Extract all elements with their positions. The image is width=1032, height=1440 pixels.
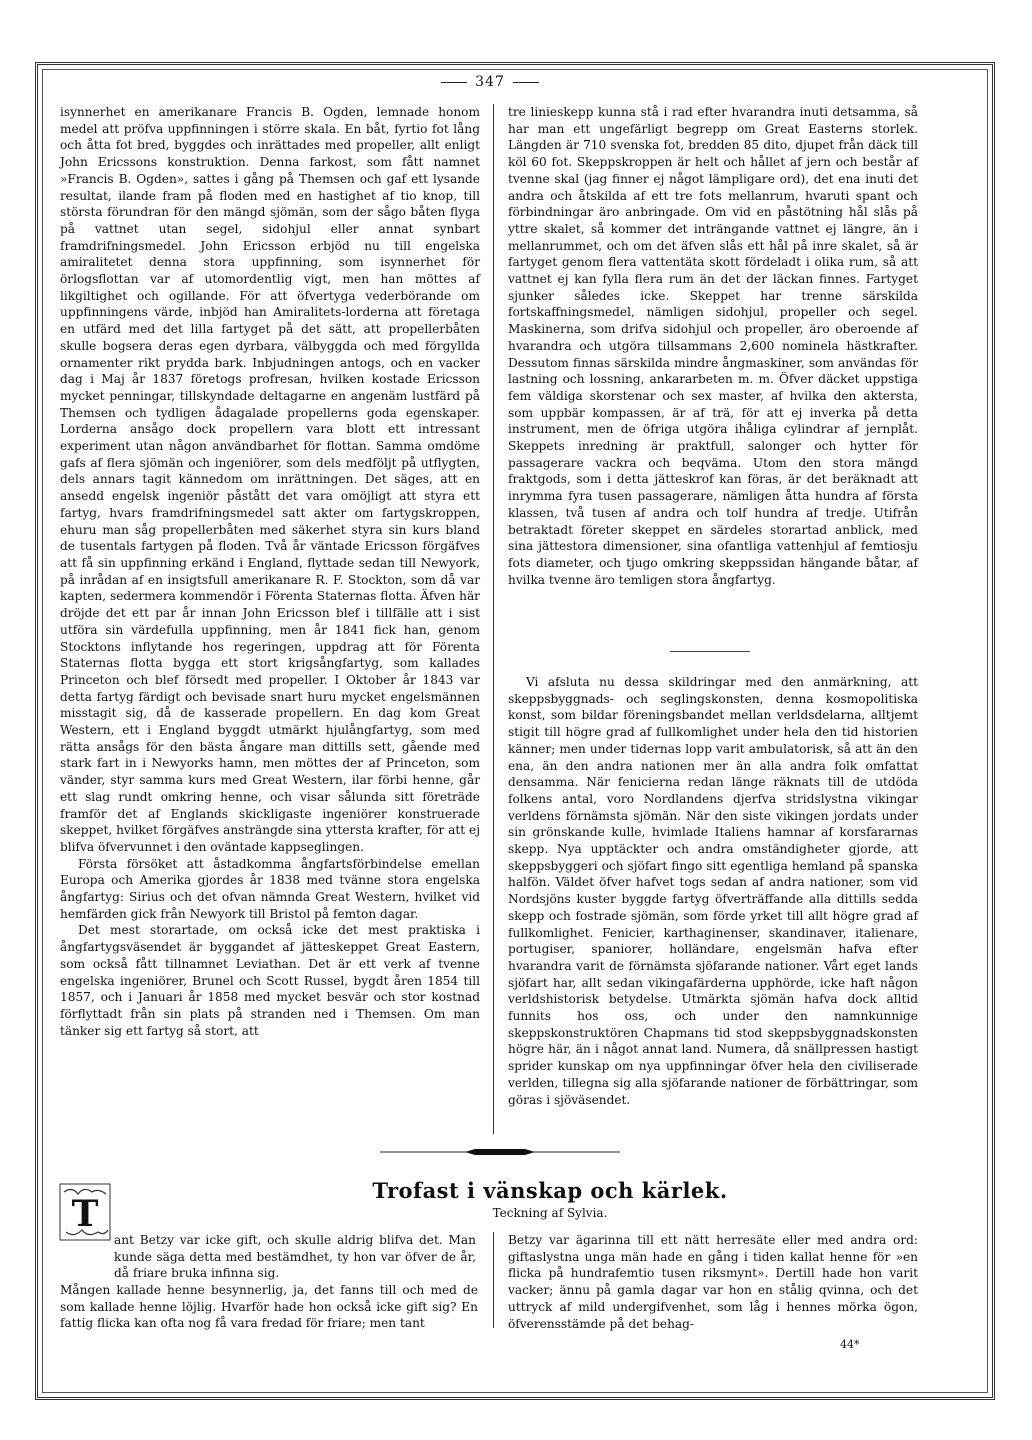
right-column-text: tre linieskepp kunna stå i rad efter hvarandra inuti detsamma, så har man ett ungefärligt begrepp om Great Easterns storlek. Längden är 710 svenska fot, bredden 85 dito, djupet från däck till köl 60 fot. Skeppskroppen är helt och hållet af jern och består af tvenne skal (jag finner ej något lämpligare ord), det ena inuti det andra och åtskilda af ett tre fots mellanrum, hvaruti spant och förbindningar äro anbringade. Om vid en påstötning hål slås på yttre skalet, så kommer det inträngande vattnet ej längre, än i mellanrummet, och om det äfven slås ett hål på inre skalet, så är fartyget genom flera vattentäta skott fördeladt i olika rum, så att vattnet ej kan fylla flera rum än det der läckan finnes. Fartyget sjunker således icke. Skeppet har trenne särskilda fortskaffningsmedel, nämligen sidohjul, propeller och segel. Maskinerna, som drifva sidohjul och propeller, äro oberoende af hvarandra och utgöra tillsammans 2,600 nominela hästkrafter. Dessutom finnas särskilda mindre ångmaskiner, som användas för lastning och lossning, ankararbeten m. m. Öfver däcket uppstiga fem väldiga skorstenar och sex master, af hvilka den aktersta, som uppbär kompassen, är af trä, för att ej inverka på detta instrument, men de öfriga utgöra ihåliga cylindrar af jernplåt. Skeppets inredning är praktfull, salonger och hytter för passagerare vackra och beqväma. Utom den stora mängd fraktgods, som i detta jätteskrof kan föras, är det beräknadt att inrymma fyra tusen passagerare, nämligen åtta hundra af första klassen, två tusen af andra och tolf hundra af tredje. Utifrån betraktadt företer skeppet en särdeles storartad anblick, med sina jättestora dimensioner, sina ofantliga vattenhjul af femtiosju fots diameter, och tjugo omkring skeppssidan hängande båtar, af hvilka tvenne äro temligen stora ångfartyg. — [508, 105, 918, 587]
right-column — [508, 104, 918, 588]
signature-mark: 44* — [840, 1338, 860, 1351]
left-column-text: isynnerhet en amerikanare Francis B. Ogden, lemnade honom medel att pröfva uppfinningen i större skala. En båt, fyrtio fot lång och åtta fot bred, byggdes och inrättades med propeller, allt enligt John Ericssons konstruktion. Denna farkost, som fått namnet »Francis B. Ogden», sattes i gång på Themsen och gaf ett lysande resultat, ilande fram på floden med en hastighet af tio knop, till största förundran för den mängd sjömän, som der sågo båten flyga på vattnet utan segel, sidohjul eller annat synbart framdrifningsmedel. John Ericsson erbjöd nu till engelska amiralitetet denna stora uppfinning, som isynnerhet för örlogsflottan var af utomordentlig vigt, men han möttes af likgiltighet och ogillande. För att öfvertyga vederbörande om uppfinningens värde, inbjöd han Amiralitets-lorderna att företaga en utfärd med det lilla fartyget på det sätt, att propellerbåten skulle bogsera deras egen dyrbara, välbyggda och med förgyllda ornamenter rikt prydda bark. Inbjudningen antogs, och en vacker dag i Maj år 1837 företogs profresan, hvilken kostade Ericsson mycket penningar, tillskyndade deltagarne en angenäm lustfärd på Themsen och tydligen ådagalade propellerns goda egenskaper. Lorderna ansågo dock propellern vara blott ett intressant experiment utan någon användbarhet för flottan. Samma omdöme gafs af flera sjömän och ingeniörer, som dels medföljt på utflygten, dels annars tagit kännedom om inrättningen. Det säges, att en ansedd engelsk ingeniör påstått det vara omöjligt att styra ett fartyg, hvars framdrifningsmedel satt akter om fartygskroppen, ehuru man såg propellerbåten med säkerhet styra sin kurs bland de tusentals fartygen på floden. Två år väntade Ericsson förgäfves att få sin uppfinning erkänd i England, flyttade sedan till Newyork, på inrådan af en insigtsfull amerikanare R. F. Stockton, som då var kapten, sedermera kommendör i Förenta Staternas flotta. Äfven här dröjde det ett par år innan John Ericsson blef i tillfälle att i sist utföra sin värdefulla uppfinning, men år 1841 fick han, genom Stocktons inflytande hos regeringen, uppdrag att för Förenta Staternas flotta bygga ett stort krigsångfartyg, som kallades Princeton och blef försedt med propeller. I Oktober år 1843 var detta fartyg färdigt och bevisade snart huru mycket engelsmännen misstagit sig, då de kasserade propellern. En dag kom Great Western, ett i England byggdt utmärkt hjulångfartyg, som med rätta ansågs för den bästa ångare man dittills sett, gående med stark fart in i Newyorks hamn, men möttes der af Princeton, som vänder, styr samma kurs med Great Western, ilar förbi henne, går ett slag rundt omkring henne, och visar sålunda sitt företräde framför det af Englands skickligaste ingeniörer konstruerade skeppet, hvilket förgäfves ansträngde sina yttersta krafter, för att ej blifva öfvervunnet i den oväntade kappseglingen. — [60, 105, 480, 854]
closing-paragraph: Vi afsluta nu dessa skildringar med den anmärkning, att skeppsbyggnads- och seglingskonsten, denna kosmopolitiska konst, som bildar föreningsbandet mellan verldsdelarna, alltjemt stigit till högre grad af fullkomlighet under hela den tid historien känner; men under tidernas lopp varit ambulatorisk, så att än den ena, än den andra nationen mer än alla andra folk omfattat densamma. När fenicierna redan länge räknats till de utdöda folkens antal, voro Nordlandens djerfva stridslystna vikingar verldens förnämsta sjömän. När den siste vikingen jordats under sin grönskande kulle, hvimlade Italiens hamnar af korsfararnas skepp. Nya upptäckter och andra omständigheter gjorde, att skeppsbyggeri och sjöfart fingo sitt egentliga hemland på spanska halfön. Väldet öfver hafvet togs sedan af andra nationer, som vid Nordsjöns kuster byggde fartyg öfverträffande alla dittills sedda skepp och fostrade sjömän, som förde yrket till allt högre grad af fullkomlighet. Fenicier, karthaginenser, skandinaver, italienare, portugiser, spaniorer, holländare, engelsmän hafva efter hvarandra varit de förnämsta sjöfarande nationer. Vårt eget lands sjöfart har, allt sedan vikingafärderna upphörde, icke haft någon verldshistorisk betydelse. Utmärkta sjömän hafva dock alltid funnits hos oss, och under den namnkunnige skeppskonstruktören Chapmans tid stod skeppsbyggnadskonsten högre här, än i något annat land. Numera, då snällpressen hastigt sprider kunskap om nya uppfinningar öfver hela den civiliserade verlden, tillegna sig alla sjöfarande nationer de förbättringar, som göras i sjöväsendet. — [508, 675, 918, 1107]
story-left-continued: Mången kallade henne besynnerlig, ja, det fanns till och med de som kallade henne löjlig. Hvarför hade hon också icke gift sig? En fattig flicka kan ofta nog få vara fredad för friare; men tant — [60, 1283, 478, 1331]
left-column — [60, 104, 480, 1039]
initial-letter: T — [71, 1193, 99, 1235]
story-right-column: Betzy var ägarinna till ett nätt herresäte eller med andra ord: giftaslystna unga män hade en gång i tiden kallat henne för »en flicka på hundrafemtio tusen riksmynt». Dertill hade hon varit vacker; ännu på gamla dagar var hon en stålig qvinna, och det uttryck af mild undergifvenhet, som låg i hennes mörka ögon, öfverensstämde på det behag- — [508, 1233, 918, 1331]
story-column-divider — [493, 1232, 494, 1328]
story-title: Trofast i vänskap och kärlek. — [372, 1178, 728, 1203]
ornamental-divider — [380, 1148, 620, 1156]
story-left-indented: ant Betzy var icke gift, och skulle aldrig blifva det. Man kunde säga detta med bestämdhet, ty hon var öfver de år, då friare bruka infinna sig. — [114, 1233, 476, 1281]
section-rule — [670, 651, 750, 652]
story-byline: Teckning af Sylvia. — [492, 1206, 608, 1220]
decorative-initial-icon — [58, 1182, 112, 1242]
left-column-para2: Första försöket att åstadkomma ångfartsförbindelse emellan Europa och Amerika gjordes år 1838 med tvänne stora engelska ångfartyg: Sirius och det ofvan nämnda Great Western, hvilket vid hemfärden gick från Newyork till Bristol på femton dagar. — [60, 856, 480, 921]
right-column-closing — [508, 674, 918, 1108]
page-number: 347 — [430, 74, 550, 90]
left-column-para3: Det mest storartade, om också icke det mest praktiska i ångfartygsväsendet är byggandet af jätteskeppet Great Eastern, som också fått tillnamnet Leviathan. Det är ett verk af tvenne engelska ingeniörer, Brunel och Scott Russel, bygdt åren 1854 till 1857, och i Januari år 1858 med mycket besvär och stor kostnad förflyttadt från sin plats på stranden ned i Themsen. Om man tänker sig ett fartyg så stort, att — [60, 923, 480, 1038]
column-divider — [493, 104, 494, 1134]
